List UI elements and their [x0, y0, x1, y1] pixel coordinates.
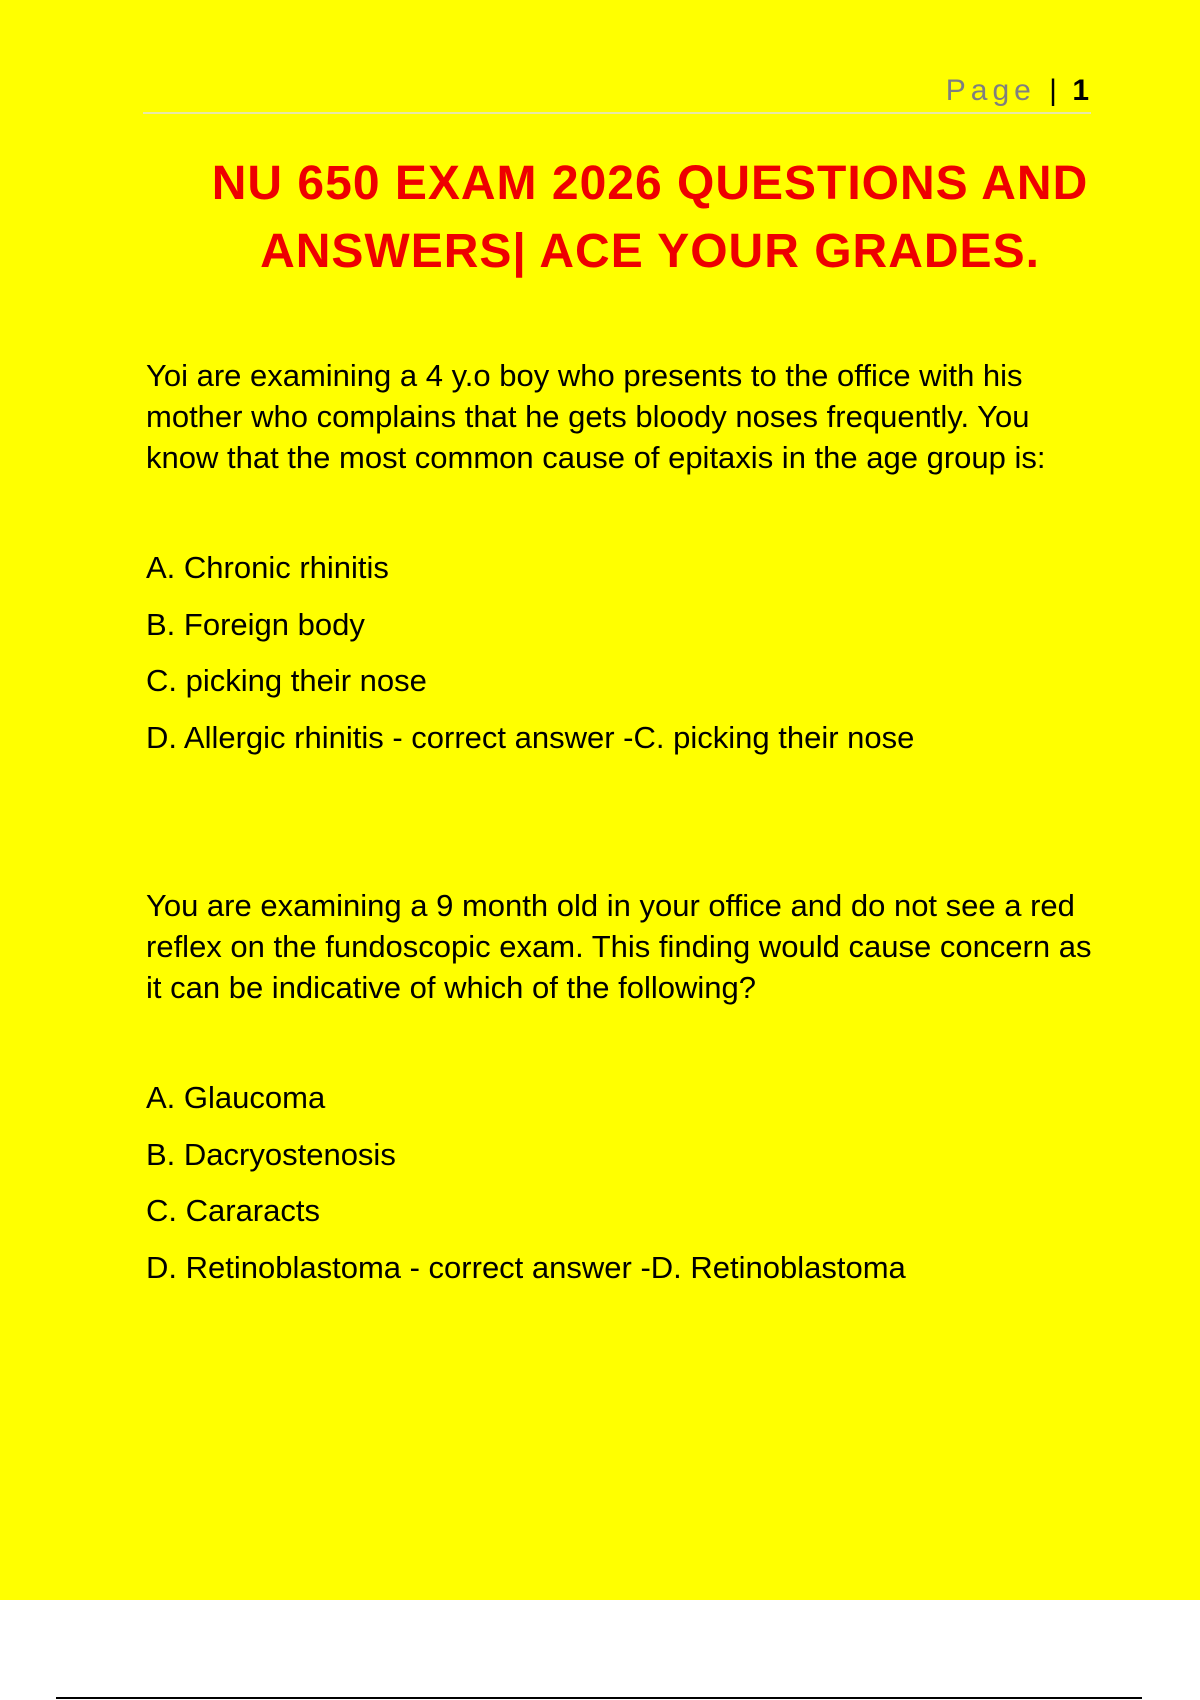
question-1-options	[146, 540, 914, 766]
option-item: D. Allergic rhinitis - correct answer -C. picking their nose	[146, 719, 915, 755]
option-item: B. Dacryostenosis	[146, 1136, 396, 1172]
title-line-1: NU 650 EXAM 2026 QUESTIONS AND	[211, 157, 1089, 210]
option-item: A. Chronic rhinitis	[146, 550, 389, 585]
option-item: D. Retinoblastoma - correct answer -D. Retinoblastoma	[146, 1249, 906, 1285]
question-2-options	[146, 1070, 906, 1296]
document-title	[120, 150, 1180, 286]
question-2-text: You are examining a 9 month old in your office and do not see a red reflex on the fundoscopic exam. This finding would cause concern as it can be indicative of which of the following?	[146, 888, 1092, 1005]
footer-divider	[56, 1697, 1142, 1699]
title-line-2: ANSWERS| ACE YOUR GRADES.	[260, 225, 1040, 278]
option-item: B. Foreign body	[146, 606, 365, 642]
page-header	[143, 70, 1091, 114]
page-number: 1	[1072, 74, 1089, 107]
option-item: A. Glaucoma	[146, 1080, 326, 1115]
page-separator: |	[1049, 74, 1059, 107]
question-1-text: Yoi are examining a 4 y.o boy who presents to the office with his mother who complains that he gets bloody noses frequently. You know that the most common cause of epitaxis in the age group is:	[146, 358, 1046, 475]
option-item: C. Cararacts	[146, 1193, 320, 1228]
page-label: Page	[945, 74, 1036, 107]
option-item: C. picking their nose	[146, 663, 427, 698]
page-number-label	[946, 74, 1089, 108]
